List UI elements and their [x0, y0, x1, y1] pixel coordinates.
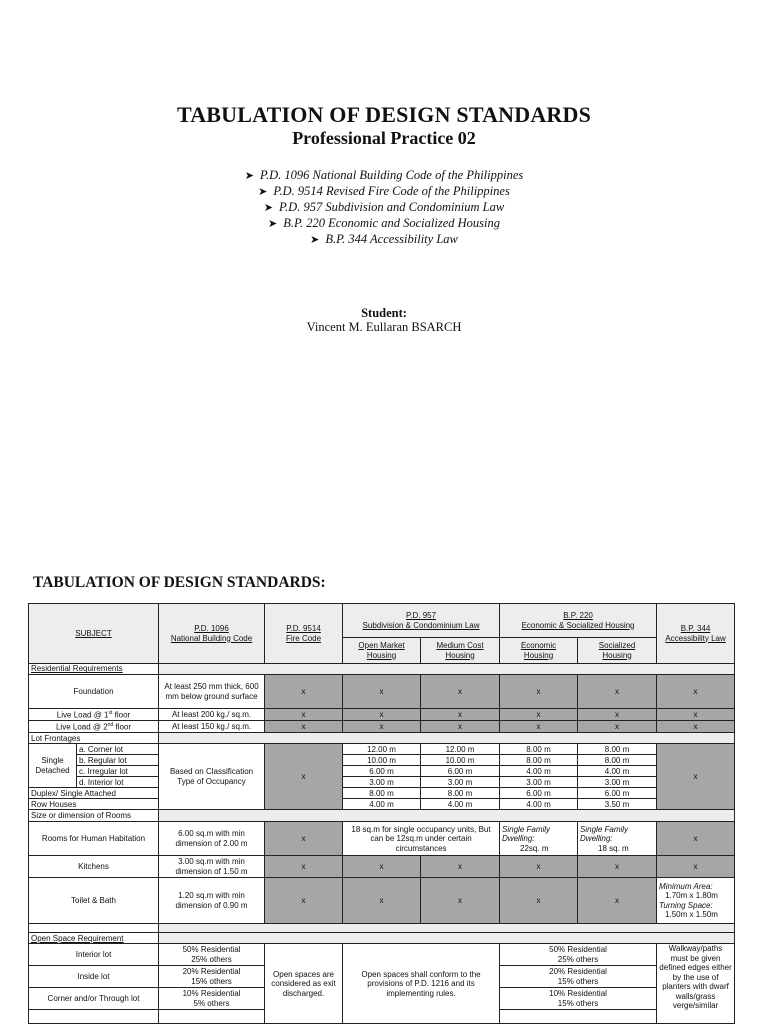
section-row: [29, 733, 735, 744]
row-label: Corner and/or Through lot: [29, 988, 159, 1010]
table-cell: 4.00 m: [578, 766, 657, 777]
table-cell: 18 sq.m for single occupancy units, But can be 12sq.m under certain circumstances: [343, 822, 500, 856]
table-cell: x: [265, 822, 343, 856]
pd9514-header: P.D. 9514 Fire Code: [265, 604, 343, 664]
table-cell: x: [500, 675, 578, 709]
table-cell: 3.50 m: [578, 799, 657, 810]
arrow-bullet-icon: ➤: [263, 202, 274, 214]
table-cell: x: [657, 721, 735, 733]
table-cell: 10.00 m: [421, 755, 500, 766]
table-cell: Open spaces shall conform to the provisions of P.D. 1216 and its implementing rules.: [343, 944, 500, 1024]
row-label: Rooms for Human Habitation: [29, 822, 159, 856]
table-cell: 3.00 m: [578, 777, 657, 788]
bp344-header: B.P. 344 Accessibility Law: [657, 604, 735, 664]
table-cell: x: [421, 878, 500, 924]
table-cell: Minimum Area: 1.70m x 1.80m Turning Space: 1.50m x 1.50m: [657, 878, 735, 924]
table-cell: 8.00 m: [578, 744, 657, 755]
table-cell: x: [421, 856, 500, 878]
table-cell: x: [657, 856, 735, 878]
table-cell: 6.00 sq.m with min dimension of 2.00 m: [159, 822, 265, 856]
pd1096-header: P.D. 1096 National Building Code: [159, 604, 265, 664]
law-text: P.D. 1096 National Building Code of the Philippines: [259, 168, 524, 182]
row-label: d. Interior lot: [77, 777, 159, 788]
section-row: [29, 664, 735, 675]
section-label: Size or dimension of Rooms: [29, 810, 159, 822]
table-cell: 3.00 m: [500, 777, 578, 788]
table-cell: x: [265, 709, 343, 721]
table-cell: x: [578, 856, 657, 878]
table-row: [29, 777, 735, 788]
row-label: Duplex/ Single Attached: [29, 788, 159, 799]
row-label: Foundation: [29, 675, 159, 709]
table-cell: x: [657, 675, 735, 709]
table-cell: x: [578, 878, 657, 924]
arrow-bullet-icon: ➤: [268, 218, 278, 230]
table-row: [29, 856, 735, 878]
table-row: [29, 788, 735, 799]
table-cell: 4.00 m: [343, 799, 421, 810]
pd957-header: P.D. 957 Subdivision & Condominium Law: [343, 604, 500, 638]
table-row: [29, 675, 735, 709]
law-text: B.P. 344 Accessibility Law: [325, 232, 458, 246]
table-cell: 6.00 m: [500, 788, 578, 799]
table-cell: 12.00 m: [421, 744, 500, 755]
row-group-label: Single Detached: [29, 744, 77, 788]
medium-cost-header: Medium Cost Housing: [421, 638, 500, 664]
table-row: [29, 944, 735, 966]
table-cell: x: [500, 856, 578, 878]
document-subtitle: Professional Practice 02: [292, 128, 476, 148]
row-label: Live Load @ 1st floor: [29, 709, 159, 721]
table-cell: 4.00 m: [421, 799, 500, 810]
row-label: c. Irregular lot: [77, 766, 159, 777]
table-cell: x: [421, 709, 500, 721]
table-cell: x: [500, 878, 578, 924]
table-cell: 20% Residential 15% others: [500, 966, 657, 988]
table-cell: x: [657, 709, 735, 721]
table-cell: x: [343, 721, 421, 733]
table-cell: 20% Residential 15% others: [159, 966, 265, 988]
table-cell: 12.00 m: [343, 744, 421, 755]
table-cell: 3.00 sq.m with min dimension of 1.50 m: [159, 856, 265, 878]
row-label: Live Load @ 2nd floor: [29, 721, 159, 733]
table-cell: x: [500, 721, 578, 733]
table-cell: 10% Residential 5% others: [159, 988, 265, 1010]
table-cell: 3.00 m: [421, 777, 500, 788]
subject-header: SUBJECT: [29, 604, 159, 664]
economic-header: Economic Housing: [500, 638, 578, 664]
arrow-bullet-icon: ➤: [310, 234, 320, 246]
table-cell: x: [265, 878, 343, 924]
table-cell: x: [343, 856, 421, 878]
table-cell: x: [421, 721, 500, 733]
table-row: [29, 721, 735, 733]
table-cell: 50% Residential 25% others: [159, 944, 265, 966]
table-cell: 8.00 m: [578, 755, 657, 766]
table-cell: x: [265, 675, 343, 709]
row-label: b. Regular lot: [77, 755, 159, 766]
spacer-row: [29, 924, 735, 933]
table-cell: x: [421, 675, 500, 709]
row-label: Row Houses: [29, 799, 159, 810]
table-cell: 6.00 m: [421, 766, 500, 777]
table-cell: x: [343, 709, 421, 721]
table-cell: 4.00 m: [500, 799, 578, 810]
open-market-header: Open Market Housing: [343, 638, 421, 664]
table-row: [29, 744, 735, 755]
law-item: [0, 168, 768, 184]
arrow-bullet-icon: ➤: [244, 170, 254, 182]
table-cell: 6.00 m: [578, 788, 657, 799]
table-cell: 1.20 sq.m with min dimension of 0.90 m: [159, 878, 265, 924]
row-label: Inside lot: [29, 966, 159, 988]
table-cell: x: [578, 709, 657, 721]
table-cell: x: [657, 744, 735, 810]
student-label: Student:: [361, 306, 407, 320]
law-item: [0, 216, 768, 232]
table-cell: Open spaces are considered as exit discharged.: [265, 944, 343, 1024]
table-row: [29, 822, 735, 856]
table-cell: 8.00 m: [500, 744, 578, 755]
law-text: P.D. 957 Subdivision and Condominium Law: [279, 200, 505, 214]
arrow-bullet-icon: ➤: [258, 186, 268, 198]
table-cell: Single Family Dwelling: 22sq. m: [500, 822, 578, 856]
table-cell: At least 200 kg./ sq.m.: [159, 709, 265, 721]
section-row: [29, 933, 735, 944]
row-label: Kitchens: [29, 856, 159, 878]
law-text: B.P. 220 Economic and Socialized Housing: [283, 216, 500, 230]
row-label: Interior lot: [29, 944, 159, 966]
document-title: TABULATION OF DESIGN STANDARDS: [176, 102, 592, 127]
table-cell: 8.00 m: [421, 788, 500, 799]
table-cell: 6.00 m: [343, 766, 421, 777]
table-row: [29, 878, 735, 924]
law-text: P.D. 9514 Revised Fire Code of the Philippines: [273, 184, 510, 198]
section-label: Open Space Requirement: [29, 933, 159, 944]
table-cell: 8.00 m: [500, 755, 578, 766]
table-header-row: [29, 604, 735, 638]
table-cell: x: [343, 675, 421, 709]
design-standards-table: [28, 603, 734, 1024]
table-cell: Walkway/paths must be given defined edges either by the use of planters with dwarf walls/grass verge/similar: [657, 944, 735, 1024]
section-heading: TABULATION OF DESIGN STANDARDS:: [33, 574, 326, 591]
table-cell: 3.00 m: [343, 777, 421, 788]
table-row: [29, 755, 735, 766]
table-cell: 10% Residential 15% others: [500, 988, 657, 1010]
table-cell: 8.00 m: [343, 788, 421, 799]
law-list: [0, 168, 768, 248]
table-cell: x: [265, 744, 343, 810]
table-cell: x: [500, 709, 578, 721]
student-name: Vincent M. Eullaran BSARCH: [306, 320, 462, 334]
row-label: a. Corner lot: [77, 744, 159, 755]
row-label: Toilet & Bath: [29, 878, 159, 924]
table-cell: 50% Residential 25% others: [500, 944, 657, 966]
bp220-header: B.P. 220 Economic & Socialized Housing: [500, 604, 657, 638]
socialized-header: Socialized Housing: [578, 638, 657, 664]
table-row: [29, 709, 735, 721]
table-cell: x: [265, 856, 343, 878]
table-cell: x: [265, 721, 343, 733]
table-cell: At least 150 kg./ sq.m.: [159, 721, 265, 733]
table-cell: x: [578, 721, 657, 733]
table-row: [29, 799, 735, 810]
table-cell: At least 250 mm thick, 600 mm below ground surface: [159, 675, 265, 709]
table-cell: x: [657, 822, 735, 856]
law-item: [0, 184, 768, 200]
law-item: [0, 200, 768, 216]
section-label: Residential Requirements: [29, 664, 159, 675]
law-item: [0, 232, 768, 248]
table-cell: 4.00 m: [500, 766, 578, 777]
section-label: Lot Frontages: [29, 733, 159, 744]
table-cell: x: [578, 675, 657, 709]
section-row: [29, 810, 735, 822]
table-cell: 10.00 m: [343, 755, 421, 766]
table-row: [29, 766, 735, 777]
table-cell: Based on Classification Type of Occupancy: [159, 744, 265, 810]
table-cell: Single Family Dwelling: 18 sq. m: [578, 822, 657, 856]
table-cell: x: [343, 878, 421, 924]
